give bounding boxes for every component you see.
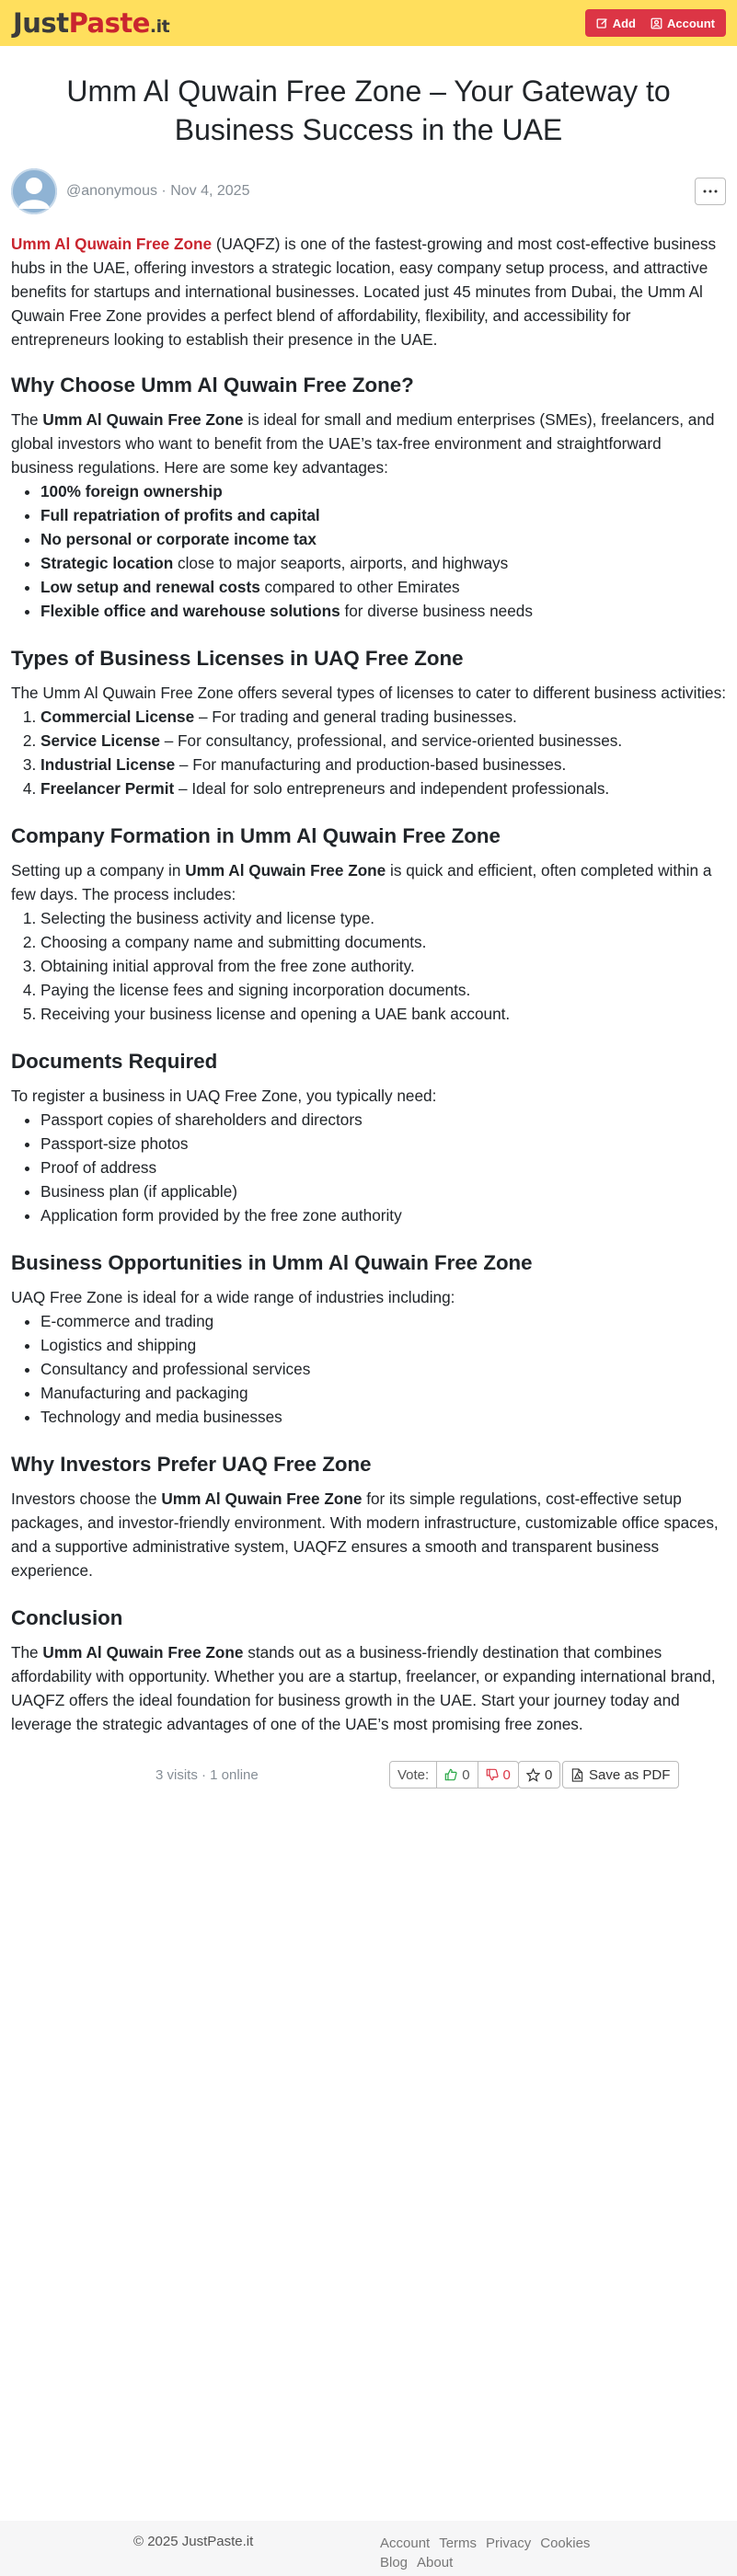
pdf-label: Save as PDF bbox=[589, 1766, 671, 1783]
list-item bbox=[40, 575, 726, 599]
investors-paragraph bbox=[11, 1487, 726, 1582]
formation-paragraph bbox=[11, 858, 726, 906]
list-item: • Application form provided by the free zone authority bbox=[40, 1203, 726, 1227]
conclusion-strong: Umm Al Quwain Free Zone bbox=[42, 1643, 244, 1662]
list-item: • Passport copies of shareholders and directors bbox=[40, 1108, 726, 1132]
investors-post: for its simple regulations, cost-effective setup packages, and investor-friendly environment. With modern infrastructure, customizable office spaces, and a supportive administrative system, UAQFZ ensures a smooth and transparent business experience. bbox=[11, 1489, 719, 1581]
advantage-strong: Low setup and renewal costs bbox=[40, 578, 260, 597]
formation-pre: Setting up a company in bbox=[11, 861, 186, 880]
advantages-list bbox=[11, 479, 726, 623]
license-rest: – For consultancy, professional, and service-oriented businesses. bbox=[159, 731, 623, 751]
licenses-intro: The Umm Al Quwain Free Zone offers several types of licenses to cater to different business activities: bbox=[11, 684, 726, 703]
why-strong: Umm Al Quwain Free Zone bbox=[42, 410, 244, 430]
license-rest: – For manufacturing and production-based businesses. bbox=[175, 755, 567, 775]
list-item bbox=[40, 776, 726, 800]
investors-strong: Umm Al Quwain Free Zone bbox=[161, 1489, 363, 1509]
star-count: 0 bbox=[545, 1766, 553, 1783]
post-byline bbox=[66, 183, 249, 200]
why-heading: Why Choose Umm Al Quwain Free Zone? bbox=[11, 374, 414, 397]
list-item bbox=[40, 729, 726, 753]
list-item: • Consultancy and professional services bbox=[40, 1357, 726, 1381]
footer-link-about[interactable]: About bbox=[417, 2555, 454, 2570]
vote-group bbox=[389, 1761, 519, 1788]
conclusion-paragraph bbox=[11, 1640, 726, 1736]
opportunities-intro: UAQ Free Zone is ideal for a wide range of industries including: bbox=[11, 1288, 455, 1307]
list-item: 2. Choosing a company name and submitting documents. bbox=[40, 930, 726, 954]
page-title: Umm Al Quwain Free Zone – Your Gateway to Business Success in the UAE bbox=[66, 75, 671, 146]
advantage-strong: Strategic location bbox=[40, 554, 174, 573]
upvote-count: 0 bbox=[462, 1766, 470, 1783]
list-item: 5. Receiving your business license and opening a UAE bank account. bbox=[40, 1002, 726, 1026]
documents-intro: To register a business in UAQ Free Zone, you typically need: bbox=[11, 1087, 437, 1106]
edit-icon bbox=[596, 17, 608, 29]
license-rest: – For trading and general trading businesses. bbox=[194, 707, 517, 727]
investors-heading: Why Investors Prefer UAQ Free Zone bbox=[11, 1453, 372, 1477]
vote-label bbox=[389, 1761, 437, 1788]
license-strong: Service License bbox=[40, 731, 160, 751]
conclusion-post: stands out as a business-friendly destination that combines affordability with opportunity. Whether you are a startup, freelancer, or expanding international brand, UAQFZ offers the ideal foundation for business growth in the UAE. Start your journey today and leverage the strategic advantages of one of the UAE’s most promising free zones. bbox=[11, 1643, 716, 1734]
license-rest: – Ideal for solo entrepreneurs and independent professionals. bbox=[174, 779, 610, 799]
opportunities-heading: Business Opportunities in Umm Al Quwain Free Zone bbox=[11, 1251, 533, 1275]
article-body bbox=[0, 232, 737, 1736]
opportunities-list bbox=[11, 1309, 726, 1429]
why-post: is ideal for small and medium enterprises (SMEs), freelancers, and global investors who want to benefit from the UAE’s tax-free environment and straightforward business regulations. Here are some key advantages: bbox=[11, 410, 715, 477]
footer-link-terms[interactable]: Terms bbox=[439, 2536, 478, 2551]
intro-paragraph bbox=[11, 232, 726, 351]
list-item: • Logistics and shipping bbox=[40, 1333, 726, 1357]
thumbs-up-icon bbox=[444, 1768, 457, 1781]
footer-link-blog[interactable]: Blog bbox=[380, 2555, 409, 2570]
favorite-button[interactable] bbox=[518, 1761, 560, 1788]
intro-highlight-link[interactable]: Umm Al Quwain Free Zone bbox=[11, 235, 213, 254]
list-item: • Technology and media businesses bbox=[40, 1405, 726, 1429]
conclusion-heading: Conclusion bbox=[11, 1606, 123, 1630]
visits-counter: 3 visits · 1 online bbox=[155, 1766, 259, 1783]
footer-copyright: © 2025 JustPaste.it bbox=[133, 2534, 254, 2549]
footer-link-privacy[interactable]: Privacy bbox=[486, 2536, 532, 2551]
documents-heading: Documents Required bbox=[11, 1050, 218, 1074]
top-navbar bbox=[0, 0, 737, 46]
brand-paste: Paste bbox=[68, 7, 150, 39]
add-label: Add bbox=[612, 16, 636, 30]
brand-it: .it bbox=[149, 17, 170, 37]
upvote-button[interactable] bbox=[437, 1761, 478, 1788]
formation-post: is quick and efficient, often completed within a few days. The process includes: bbox=[11, 861, 712, 904]
star-icon bbox=[526, 1768, 540, 1782]
advantage-rest: compared to other Emirates bbox=[259, 578, 460, 597]
license-strong: Freelancer Permit bbox=[40, 779, 175, 799]
license-strong: Commercial License bbox=[40, 707, 195, 727]
account-label: Account bbox=[667, 16, 715, 30]
formation-steps-list bbox=[11, 906, 726, 1026]
footer-links bbox=[380, 2534, 610, 2572]
advantage-strong: Full repatriation of profits and capital bbox=[40, 506, 320, 525]
pdf-file-icon bbox=[571, 1768, 583, 1782]
list-item bbox=[40, 503, 726, 527]
list-item: • Passport-size photos bbox=[40, 1132, 726, 1156]
advantage-strong: 100% foreign ownership bbox=[40, 482, 223, 501]
list-item bbox=[40, 705, 726, 729]
licenses-list bbox=[11, 705, 726, 800]
formation-heading: Company Formation in Umm Al Quwain Free Zone bbox=[11, 824, 501, 848]
list-item: • Manufacturing and packaging bbox=[40, 1381, 726, 1405]
post-date: Nov 4, 2025 bbox=[170, 183, 250, 200]
user-icon bbox=[651, 17, 662, 29]
documents-list bbox=[11, 1108, 726, 1227]
list-item: 1. Selecting the business activity and license type. bbox=[40, 906, 726, 930]
intro-text: (UAQFZ) is one of the fastest-growing and most cost-effective business hubs in the UAE, offering investors a strategic location, easy company setup process, and attractive benefits for startups and international businesses. Located just 45 minutes from Dubai, the Umm Al Quwain Free Zone provides a perfect blend of affordability, flexibility, and accessibility for entrepreneurs looking to establish their presence in the UAE. bbox=[11, 235, 717, 350]
why-pre: The bbox=[11, 410, 43, 430]
thumbs-down-icon bbox=[486, 1768, 499, 1781]
add-button[interactable] bbox=[589, 17, 643, 30]
advantage-rest: for diverse business needs bbox=[340, 602, 533, 621]
brand-logo[interactable] bbox=[13, 7, 169, 39]
footer-link-account[interactable]: Account bbox=[380, 2536, 431, 2551]
list-item bbox=[40, 551, 726, 575]
list-item: • Proof of address bbox=[40, 1156, 726, 1179]
advantage-strong: No personal or corporate income tax bbox=[40, 530, 317, 549]
byline-separator: · bbox=[156, 183, 171, 200]
list-item: 4. Paying the license fees and signing incorporation documents. bbox=[40, 978, 726, 1002]
list-item: 3. Obtaining initial approval from the free zone authority. bbox=[40, 954, 726, 978]
ellipsis-icon bbox=[703, 190, 718, 193]
license-strong: Industrial License bbox=[40, 755, 176, 775]
post-stats-row bbox=[0, 1761, 737, 1788]
advantage-rest: close to major seaports, airports, and highways bbox=[173, 554, 509, 573]
brand-just: Just bbox=[13, 7, 69, 39]
post-meta bbox=[11, 168, 726, 214]
footer-link-cookies[interactable]: Cookies bbox=[540, 2536, 591, 2551]
vote-label-text: Vote: bbox=[397, 1766, 430, 1783]
list-item bbox=[40, 599, 726, 623]
list-item bbox=[40, 753, 726, 776]
formation-strong: Umm Al Quwain Free Zone bbox=[185, 861, 386, 880]
nav-button-group bbox=[585, 9, 726, 37]
conclusion-pre: The bbox=[11, 1643, 43, 1662]
downvote-button[interactable] bbox=[478, 1761, 519, 1788]
save-pdf-button[interactable] bbox=[562, 1761, 679, 1788]
list-item: • Business plan (if applicable) bbox=[40, 1179, 726, 1203]
advantage-strong: Flexible office and warehouse solutions bbox=[40, 602, 340, 621]
list-item bbox=[40, 479, 726, 503]
investors-pre: Investors choose the bbox=[11, 1489, 162, 1509]
avatar-person-icon bbox=[11, 168, 57, 214]
why-paragraph bbox=[11, 408, 726, 479]
licenses-heading: Types of Business Licenses in UAQ Free Zone bbox=[11, 647, 464, 671]
avatar[interactable] bbox=[11, 168, 57, 214]
account-button[interactable] bbox=[643, 17, 722, 30]
site-footer bbox=[0, 2521, 737, 2576]
list-item: • E-commerce and trading bbox=[40, 1309, 726, 1333]
more-options-button[interactable] bbox=[695, 178, 726, 205]
list-item bbox=[40, 527, 726, 551]
downvote-count: 0 bbox=[502, 1766, 511, 1783]
post-author[interactable]: @anonymous bbox=[66, 183, 157, 200]
